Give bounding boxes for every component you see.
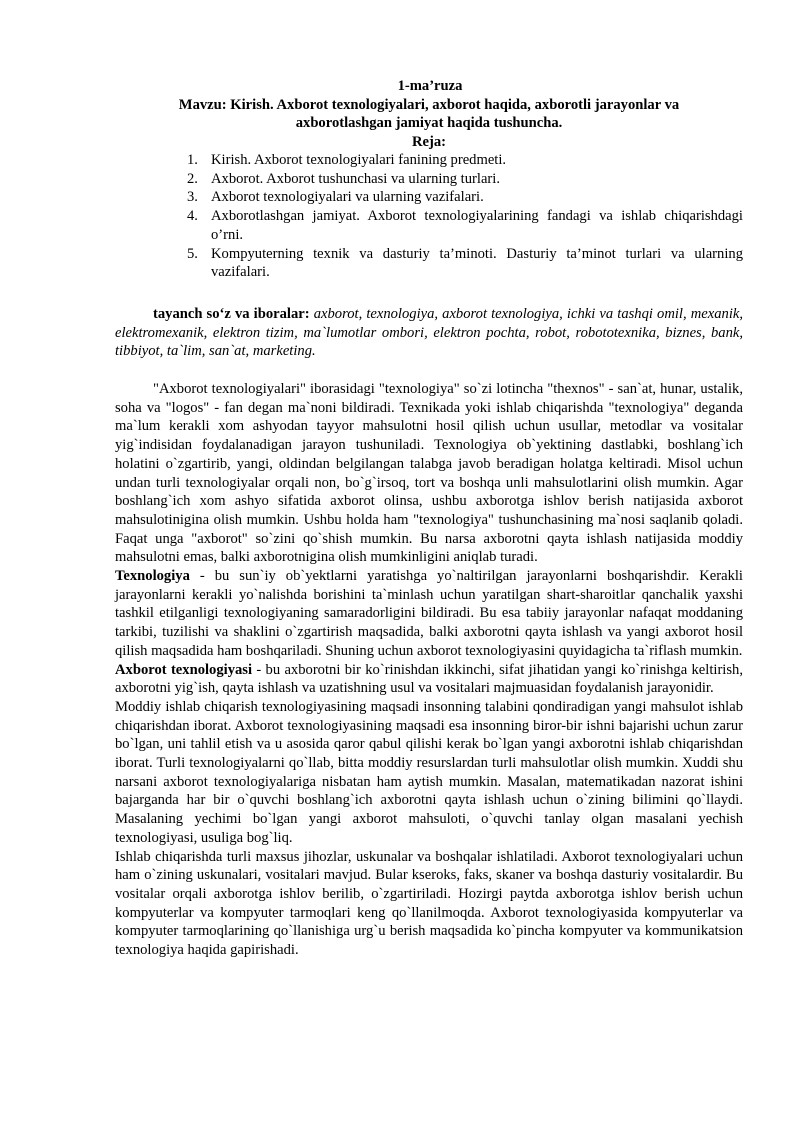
paragraph-tools: Ishlab chiqarishda turli maxsus jihozlar, uskunalar va boshqalar ishlatiladi. Axborot texnologiyalari uchun ham o`zining uskunalari, vositalari mavjud. Bular kseroks, faks, skaner va boshqa dasturiy vositalardir. Bu vositalar orqali axborotga ishlov berilib, o`zgartiriladi. Hozirgi paytda axborotga ishlov berish uchun kompyuterlar va kompyuter tarmoqlari keng qo`llanilmoqda. Axborot texnologiyasida kompyuterlar va kompyuter tarmoqlarining qo`llanishiga urg`u berish maqsadida ko`pincha kompyuter va kommunikatsion texnologiya haqida gapirishadi. — [115, 848, 743, 959]
plan-item-number: 1. — [187, 152, 198, 168]
plan-item-text: Kirish. Axborot texnologiyalari fanining predmeti. — [211, 152, 507, 168]
lecture-topic-line-1: Mavzu: Kirish. Axborot texnologiyalari, axborot haqida, axborotli jarayonlar va — [178, 97, 680, 113]
term-axborot-texnologiyasi: Axborot texnologiyasi — [115, 661, 253, 678]
keywords-label: tayanch so‘z va iboralar: — [153, 306, 310, 322]
plan-item-text: Axborot. Axborot tushunchasi va ularning turlari. — [211, 170, 500, 187]
keywords-paragraph — [115, 305, 743, 361]
plan-item-number: 5. — [187, 245, 198, 262]
plan-item — [163, 207, 743, 244]
term-texnologiya: Texnologiya — [115, 568, 190, 585]
plan-item — [163, 245, 743, 282]
definition-text: - bu sun`iy ob`yektlarni yaratishga yo`naltirilgan jarayonlarni boshqarishdir. Kerakli jarayonlarni kerakli yo`nalishda borishini ta`minlash uchun yaratilgan shart-sharoitlar qanchalik yaxshi tashkil etilganligi texnologiyaning samaradorligini bildiradi. Bu esa tabiiy jarayonlar nafaqat moddaning tarkibi, tuzilishi va shaklini o`zgartirish maqsadida, balki axborotni qayta ishlash va yangi axborot hosil qilish maqsadida ham boshqariladi. Shuning uchun axborot texnologiyasini quyidagicha ta`riflash mumkin. — [115, 568, 743, 659]
plan-title: Reja: — [411, 134, 447, 150]
plan-list — [163, 151, 743, 282]
plan-item-text: Axborot texnologiyalari va ularning vazifalari. — [211, 189, 484, 206]
plan-item-text: Kompyuterning texnik va dasturiy ta’minoti. Dasturiy ta’minot turlari va ularning vazifalari. — [211, 245, 743, 281]
paragraph-intro: "Axborot texnologiyalari" iborasidagi "texnologiya" so`zi lotincha "thexnos" - san`at, hunar, ustalik, soha va "logos" - fan degan ma`noni bildiradi. Texnikada yoki ishlab chiqarishda "texnologiya" deganda ma`lum kerakli xom ashyodan tayyor mahsulotni hosil qilish uchun usullar, metodlar va vositalar yig`indisidan foydalanadigan jarayon tushuniladi. Texnologiya ob`yektining dastlabki, boshlang`ich holatini o`zgartirib, yangi, oldindan belgilangan talabga javob beradigan holatga keltiradi. Misol uchun undan turli texnologiyalar orqali non, bo`g`irsoq, tort va boshqa unli mahsulotlarini olish mumkin. Agar boshlang`ich xom ashyo sifatida axborot olinsa, ushbu axborotga ishlov berish natijasida axborot mahsulotinigina olish mumkin. Ushbu holda ham "texnologiya" tushunchasining ma`nosi saqlanib qoladi. Faqat unga "axborot" so`zini qo`shish mumkin. Bu narsa axborotni qayta ishlash natijasida moddiy mahsulotni emas, balki axborotnigina olish mumkinligini aniqlab turadi. — [115, 381, 743, 566]
plan-item — [163, 170, 743, 189]
plan-item-text: Axborotlashgan jamiyat. Axborot texnologiyalarining fandagi va ishlab chiqarishdagi o’rni. — [211, 208, 743, 243]
keywords-list: axborot, texnologiya, axborot texnologiya, ichki va tashqi omil, mexanik, elektromexanik, elektron tizim, ma`lumotlar ombori, elektron pochta, robot, robototexnika, biznes, bank, tibbiyot, ta`lim, san`at, marketing. — [115, 306, 744, 360]
plan-item-number: 2. — [187, 170, 198, 187]
paragraph-it-definition — [115, 661, 743, 698]
lecture-topic-line-2: axborotlashgan jamiyat haqida tushuncha. — [295, 115, 563, 131]
plan-item — [163, 188, 743, 207]
lecture-number: 1-ma’ruza — [397, 78, 463, 94]
plan-item-number: 3. — [187, 189, 198, 206]
paragraph-technology-definition — [115, 567, 743, 661]
paragraph-goals: Moddiy ishlab chiqarish texnologiyasining maqsadi insonning talabini qondiradigan yangi mahsulot ishlab chiqarishdan iborat. Axborot texnologiyasining maqsadi esa insonning biror-bir ishni bajarishi uchun zarur bo`lgan, uni tahlil etish va u asosida qaror qabul qilishi kerak bo`lgan yangi axborotni ishlab chiqarishdan iborat. Turli texnologiyalarni qo`llab, bitta moddiy resurslardan turli mahsulotlar olish mumkin. Xuddi shu narsani axborot texnologiyalariga nisbatan ham aytish mumkin. Masalan, matematikadan nazorat ishini bajarganda har bir o`quvchi boshlang`ich axborotni qayta ishlash uchun o`zining bilimini qo`llaydi. Masalaning yechimi bo`lgan yangi axborot mahsuloti, o`quvchi tanlay olgan masalani yechish texnologiyasi, usuliga bog`liq. — [115, 698, 743, 846]
plan-item-number: 4. — [187, 208, 198, 225]
definition-text: - bu axborotni bir ko`rinishdan ikkinchi, sifat jihatidan yangi ko`rinishga keltirish, axborotni yig`ish, qayta ishlash va uzatishning usul va vositalari majmuasidan foydalanish jarayonidir. — [115, 661, 743, 697]
plan-item — [163, 151, 743, 170]
lecture-body — [115, 380, 743, 960]
